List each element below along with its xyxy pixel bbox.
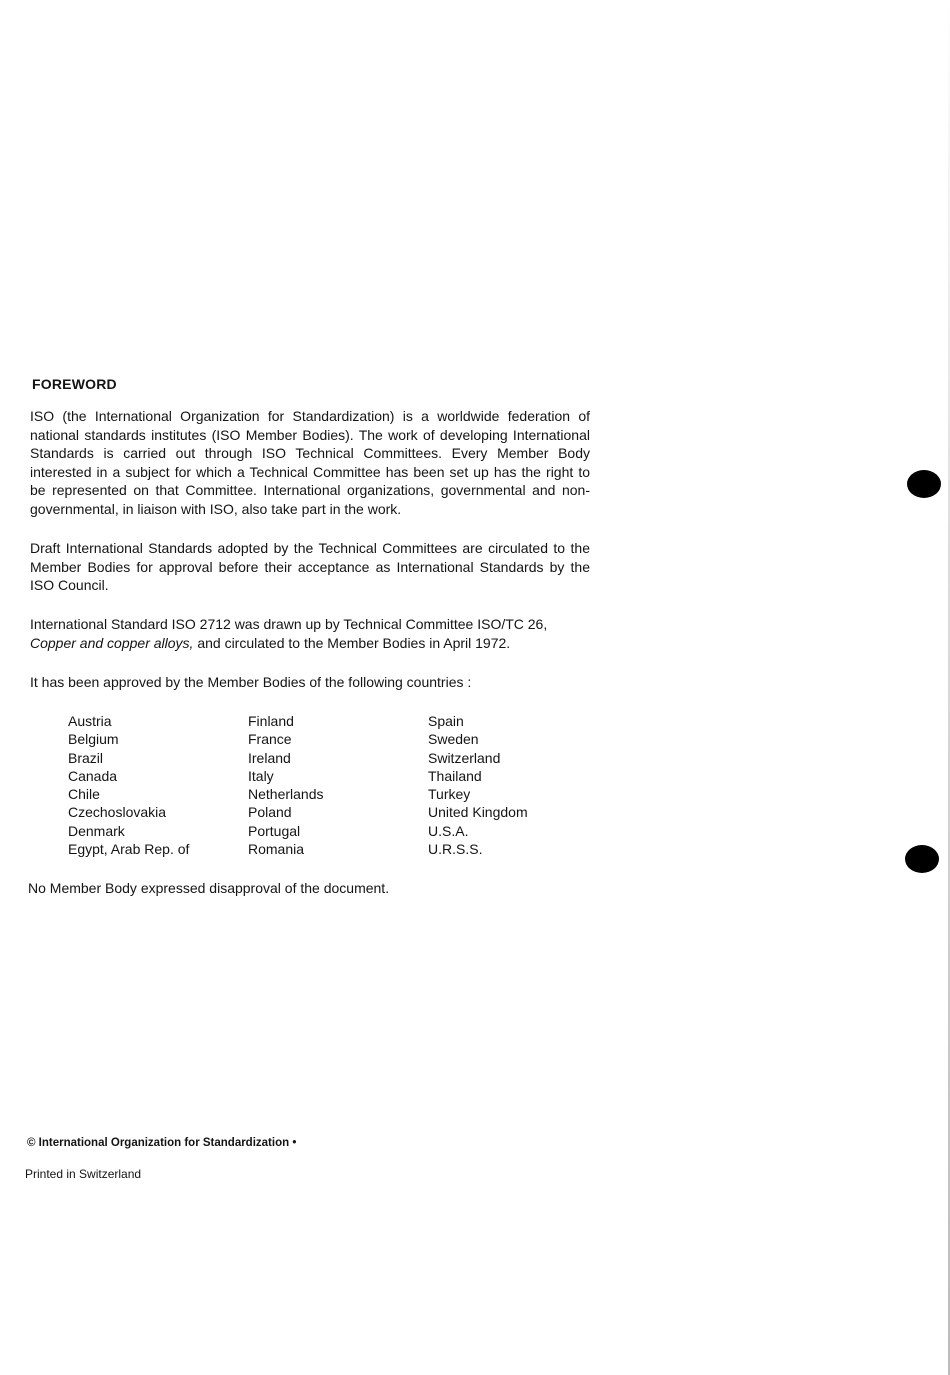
country-item: Netherlands	[248, 786, 324, 803]
country-item: Portugal	[248, 822, 301, 839]
country-item: Spain	[428, 713, 464, 729]
country-item: Finland	[248, 713, 294, 729]
country-item: Egypt, Arab Rep. of	[68, 841, 190, 858]
country-item: U.R.S.S.	[428, 841, 483, 858]
standard-intro: International Standard ISO 2712 was drawn up by Technical Committee ISO/TC 26,	[30, 616, 548, 632]
punch-hole-icon	[905, 845, 939, 873]
country-column-3	[428, 712, 528, 858]
country-item: Sweden	[428, 731, 479, 748]
country-item: Brazil	[68, 749, 104, 766]
punch-hole-icon	[907, 470, 941, 498]
country-column-1	[68, 712, 189, 858]
country-item: Canada	[68, 767, 118, 784]
country-item: Belgium	[68, 731, 119, 748]
copyright-notice: © International Organization for Standardization •	[27, 1137, 297, 1149]
country-item: U.S.A.	[428, 822, 469, 839]
country-item: Romania	[248, 841, 305, 858]
country-column-2	[248, 712, 324, 858]
country-item: Austria	[68, 713, 112, 729]
country-item: Switzerland	[428, 749, 501, 766]
committee-name: Copper and copper alloys,	[30, 634, 194, 651]
country-item: United Kingdom	[428, 804, 528, 821]
approval-intro: It has been approved by the Member Bodies of the following countries :	[30, 674, 472, 690]
country-item: Thailand	[428, 767, 482, 784]
country-item: Chile	[68, 786, 100, 803]
country-item: Denmark	[68, 822, 125, 839]
country-item: Italy	[248, 767, 274, 784]
country-item: Turkey	[428, 786, 471, 803]
printed-in-notice: Printed in Switzerland	[25, 1167, 142, 1181]
standard-tail: and circulated to the Member Bodies in April 1972.	[197, 634, 511, 651]
country-item: France	[248, 731, 292, 748]
foreword-heading: FOREWORD	[32, 376, 117, 392]
country-item: Czechoslovakia	[68, 804, 167, 821]
disapproval-statement: No Member Body expressed disapproval of the document.	[28, 880, 390, 896]
foreword-paragraph-3	[30, 615, 590, 652]
foreword-paragraph-2: Draft International Standards adopted by the Technical Committees are circulated to the Member Bodies for approval before their acceptance as International Standards by the ISO Council.	[30, 540, 590, 593]
foreword-paragraph-1: ISO (the International Organization for Standardization) is a worldwide federation of national standards institutes (ISO Member Bodies). The work of developing International Standards is carried out through ISO Technical Committees. Every Member Body interested in a subject for which a Technical Committee has been set up has the right to be represented on that Committee. International organizations, governmental and non-governmental, in liaison with ISO, also take part in the work.	[30, 408, 590, 517]
country-item: Ireland	[248, 749, 291, 766]
country-item: Poland	[248, 804, 292, 821]
